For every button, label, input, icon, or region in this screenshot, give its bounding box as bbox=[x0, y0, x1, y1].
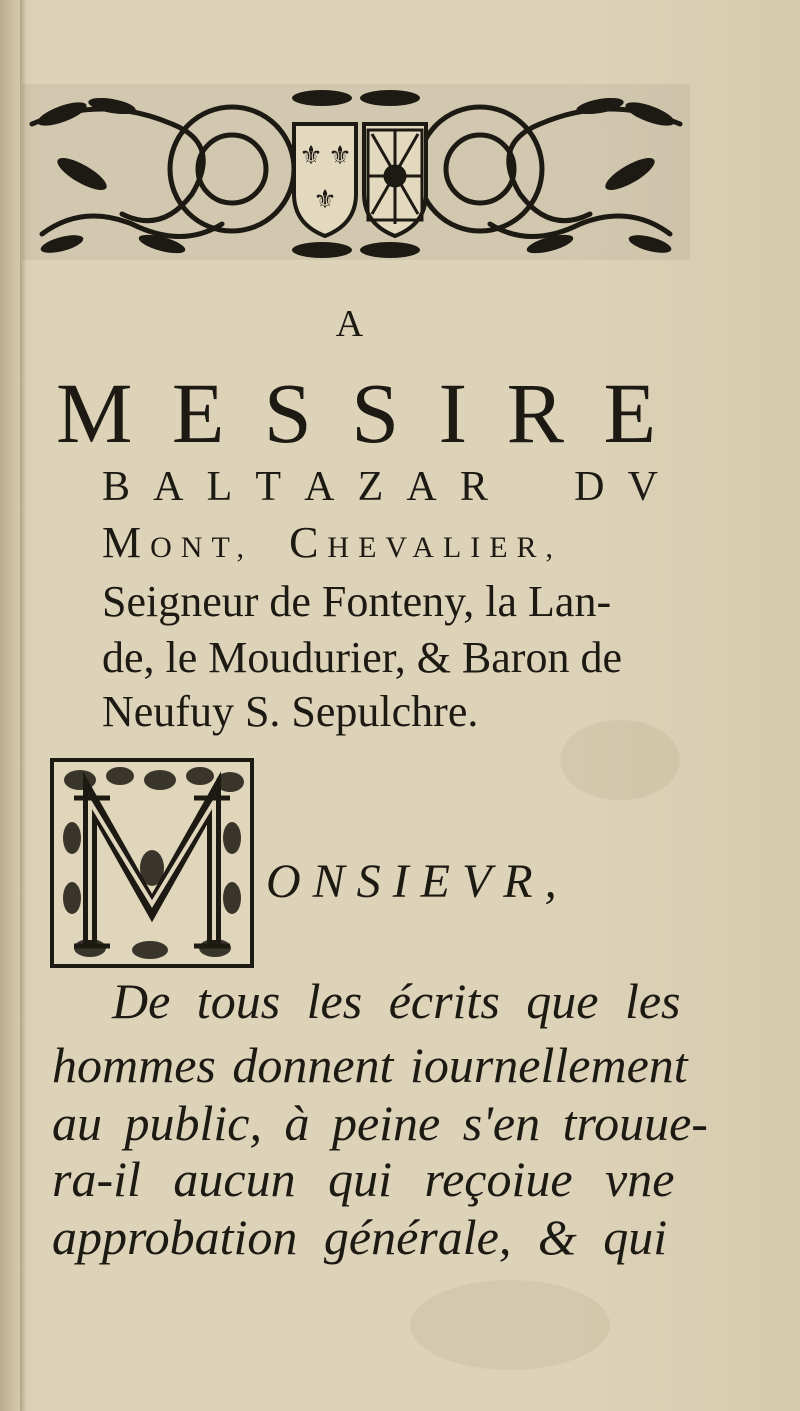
title-letter: S bbox=[263, 365, 312, 461]
name-letter: T bbox=[255, 464, 282, 510]
decorated-initial-M-icon bbox=[50, 758, 254, 968]
dedication-title bbox=[56, 365, 656, 461]
name-letter: D bbox=[574, 464, 605, 510]
dedication-line: Seigneur de Fonteny, la Lan- bbox=[102, 577, 612, 626]
title-letter: E bbox=[171, 365, 225, 461]
name-letter: B bbox=[102, 464, 131, 510]
title-letter: R bbox=[506, 365, 564, 461]
dedication-name-line bbox=[102, 462, 658, 512]
title-letter: I bbox=[438, 365, 468, 461]
svg-text:⚜: ⚜ bbox=[299, 141, 323, 171]
dedication-line: Neufuy S. Sepulchre. bbox=[102, 687, 479, 736]
dedication-to: A bbox=[335, 303, 365, 345]
dedication-mont-line bbox=[102, 516, 662, 570]
name-letter: A bbox=[406, 464, 437, 510]
body-line: De tous les écrits que les bbox=[112, 973, 681, 1029]
svg-text:⚜: ⚜ bbox=[313, 185, 337, 215]
mont-smallcaps: ONT, bbox=[150, 531, 254, 564]
chevalier-smallcaps: HEVALIER, bbox=[327, 531, 563, 564]
chevalier-initial: C bbox=[289, 518, 328, 567]
name-letter: Z bbox=[357, 464, 384, 510]
body-line: ra-il aucun qui reçoiue vne bbox=[52, 1151, 675, 1207]
ornamental-headpiece-icon bbox=[22, 84, 690, 260]
body-line: hommes donnent iournellement bbox=[52, 1037, 688, 1093]
name-letter: A bbox=[304, 464, 335, 510]
dedication-line: de, le Moudurier, & Baron de bbox=[102, 633, 622, 682]
name-letter: A bbox=[153, 464, 184, 510]
title-letter: M bbox=[56, 365, 133, 461]
title-letter: E bbox=[603, 365, 656, 461]
name-letter: V bbox=[627, 464, 658, 510]
mont-initial: M bbox=[102, 518, 151, 567]
title-letter: S bbox=[351, 365, 400, 461]
svg-text:⚜: ⚜ bbox=[328, 141, 352, 171]
name-letter: L bbox=[206, 464, 233, 510]
paper-stain bbox=[410, 1280, 610, 1370]
name-letter: R bbox=[459, 464, 488, 510]
salutation: ONSIEVR, bbox=[266, 855, 569, 908]
body-line: au public, à peine s'en trouue- bbox=[52, 1095, 708, 1151]
body-line: approbation générale, & qui bbox=[52, 1209, 668, 1265]
